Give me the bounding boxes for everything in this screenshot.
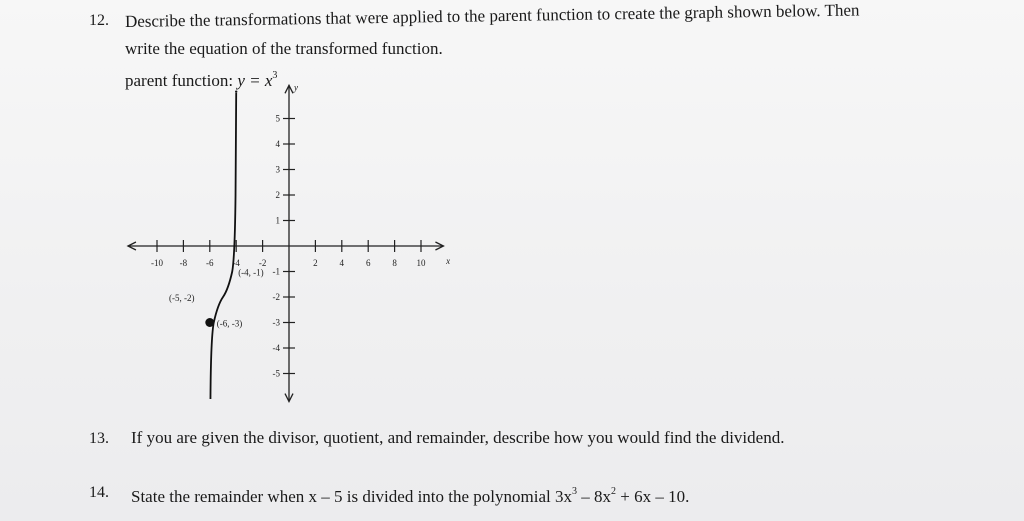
curve-end-marker: [235, 91, 237, 93]
y-tick-label: -5: [272, 368, 280, 379]
point-label: (-6, -3): [216, 318, 243, 329]
y-axis-label: y: [294, 82, 298, 93]
point-marker: [205, 318, 214, 327]
x-tick-label: -4: [232, 258, 240, 268]
parent-function-exponent: 3: [272, 70, 278, 81]
y-tick-label: 4: [275, 139, 280, 149]
x-tick-label: 8: [392, 258, 397, 268]
question-14-prefix: State the remainder when x – 5 is divided into the polynomial 3x: [131, 487, 572, 506]
y-tick-label: 5: [275, 113, 280, 124]
question-14-number: 14.: [89, 484, 109, 501]
y-tick-label: -2: [272, 292, 280, 302]
question-14-exponent-1: 3: [571, 486, 577, 497]
y-tick-label: 2: [275, 190, 280, 200]
x-tick-label: -2: [258, 258, 267, 268]
x-tick-label: 10: [416, 258, 426, 268]
question-12-line-2: write the equation of the transformed function.: [125, 39, 443, 58]
y-tick-label: -4: [272, 343, 280, 353]
x-tick-label: -6: [206, 258, 214, 268]
x-tick-label: -10: [151, 258, 163, 268]
y-tick-label: 1: [275, 215, 280, 226]
y-tick-label: -3: [272, 317, 280, 328]
x-tick-label: 2: [313, 258, 318, 268]
x-axis-label: x: [446, 256, 451, 266]
point-label: (-5, -2): [169, 293, 195, 303]
point-label: (-4, -1): [238, 267, 264, 278]
question-13-text: If you are given the divisor, quotient, and remainder, describe how you would find the dividend.: [131, 428, 785, 447]
question-12-line-1: Describe the transformations that were applied to the parent function to create the graph shown below. Then: [124, 0, 860, 31]
axes-group: [128, 82, 450, 401]
question-14-mid: – 8x: [576, 487, 611, 506]
x-tick-label: 6: [365, 258, 371, 268]
x-tick-label: 4: [339, 258, 345, 268]
question-13-number: 13.: [89, 430, 109, 447]
y-tick-label: 3: [275, 164, 280, 175]
question-14-exponent-2: 2: [610, 486, 616, 497]
y-tick-label: -1: [272, 266, 280, 277]
points-group: [169, 91, 264, 329]
question-12-number: 12.: [89, 12, 109, 29]
question-14-suffix: + 6x – 10.: [615, 487, 690, 506]
question-14-text: [131, 482, 689, 507]
x-tick-label: -8: [179, 258, 188, 268]
parent-function-text: parent function:: [125, 71, 238, 90]
parent-function-equation: y = x: [237, 71, 273, 90]
